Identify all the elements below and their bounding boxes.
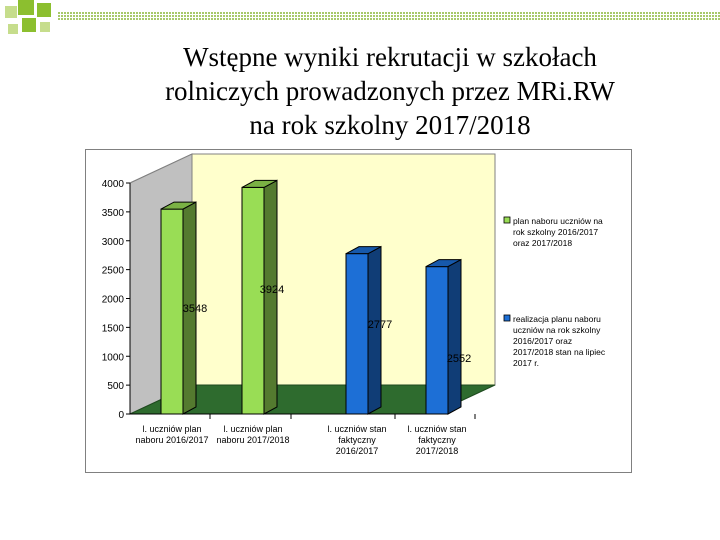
bar: [346, 254, 368, 414]
title-line-3: na rok szkolny 2017/2018: [249, 110, 531, 140]
legend-label: realizacja planu naboru: [513, 314, 601, 324]
x-category-label: 2017/2018: [415, 446, 459, 456]
y-tick-label: 2000: [101, 294, 124, 306]
bar-side: [264, 180, 277, 414]
legend-label: plan naboru uczniów na: [513, 216, 603, 226]
y-tick-label: 0: [118, 410, 124, 421]
y-tick-label: 500: [107, 381, 124, 393]
legend-label: rok szkolny 2016/2017: [513, 227, 599, 237]
y-tick-label: 3000: [101, 236, 124, 248]
legend-swatch: [504, 217, 510, 223]
data-label: 2777: [367, 319, 393, 331]
x-category-label: naboru 2016/2017: [135, 435, 209, 445]
x-category-label: naboru 2017/2018: [216, 435, 290, 445]
y-tick-label: 2500: [101, 265, 124, 277]
data-label: 3924: [259, 284, 285, 296]
y-tick-label: 3500: [101, 207, 124, 219]
legend-label: oraz 2017/2018: [513, 238, 573, 248]
x-category-label: l. uczniów plan: [142, 424, 202, 434]
title-line-1: Wstępne wyniki rekrutacji w szkołach: [183, 42, 597, 72]
title-line-2: rolniczych prowadzonych przez MRi.RW: [165, 76, 615, 106]
data-label: 2552: [446, 353, 472, 365]
legend-label: 2017 r.: [513, 358, 539, 368]
legend-swatch: [504, 315, 510, 321]
x-category-label: faktyczny: [418, 435, 456, 445]
bar-side: [448, 260, 461, 414]
x-category-label: l. uczniów plan: [223, 424, 283, 434]
y-tick-label: 1500: [101, 323, 124, 335]
data-label: 3548: [182, 303, 208, 315]
legend-label: uczniów na rok szkolny: [513, 325, 601, 335]
y-tick-label: 4000: [101, 179, 124, 190]
bar: [242, 187, 264, 414]
bar: [161, 209, 183, 414]
x-category-label: l. uczniów stan: [327, 424, 387, 434]
y-tick-label: 1000: [101, 352, 124, 364]
legend-label: 2016/2017 oraz: [513, 336, 573, 346]
legend-label: 2017/2018 stan na lipiec: [513, 347, 606, 357]
x-category-label: faktyczny: [338, 435, 376, 445]
bar: [426, 267, 448, 414]
x-category-label: 2016/2017: [335, 446, 379, 456]
x-category-label: l. uczniów stan: [407, 424, 467, 434]
